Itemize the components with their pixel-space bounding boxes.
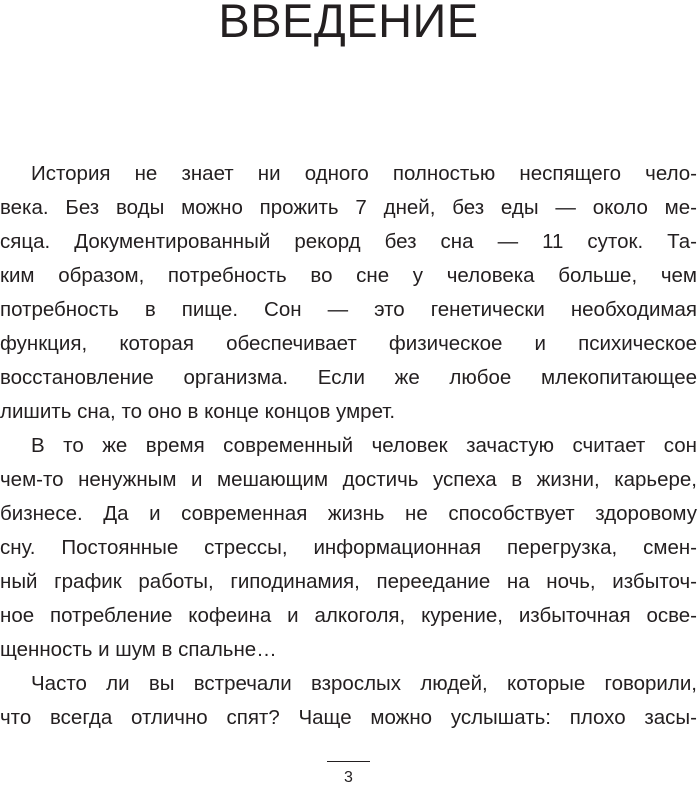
text-line: щенность и шум в спальне…: [0, 638, 277, 661]
paragraph-3: [0, 667, 697, 735]
chapter-title: ВВЕДЕНИЕ: [218, 0, 479, 47]
text-line: лишить сна, то оно в конце концов умрет.: [0, 400, 396, 423]
page-number: 3: [344, 769, 353, 786]
text-line: восстановление организма. Если же любое млекопитающее: [0, 366, 697, 389]
text-line: потребность в пище. Сон — это генетически необходимая: [0, 298, 697, 321]
paragraph-2: [0, 429, 697, 667]
body-text: [0, 157, 697, 735]
text-line: сяца. Документированный рекорд без сна — 11 суток. Та-: [0, 230, 697, 253]
text-line: ное потребление кофеина и алкоголя, курение, избыточная осве-: [0, 604, 697, 627]
text-line: чем-то ненужным и мешающим достичь успеха в жизни, карьере,: [0, 468, 697, 491]
footer-rule: [327, 761, 370, 762]
text-line: История не знает ни одного полностью неспящего чело-: [31, 162, 697, 185]
text-line: что всегда отлично спят? Чаще можно услышать: плохо засы-: [0, 706, 697, 729]
text-line: Часто ли вы встречали взрослых людей, которые говорили,: [31, 672, 697, 695]
text-line: ким образом, потребность во сне у человека больше, чем: [0, 264, 697, 287]
text-line: бизнесе. Да и современная жизнь не способствует здоровому: [0, 502, 697, 525]
text-line: века. Без воды можно прожить 7 дней, без еды — около ме-: [0, 196, 697, 219]
text-line: В то же время современный человек зачастую считает сон: [31, 434, 697, 457]
text-line: функция, которая обеспечивает физическое и психическое: [0, 332, 697, 355]
paragraph-1: [0, 157, 697, 429]
text-line: сну. Постоянные стрессы, информационная перегрузка, смен-: [0, 536, 697, 559]
text-line: ный график работы, гиподинамия, переедание на ночь, избыточ-: [0, 570, 697, 593]
